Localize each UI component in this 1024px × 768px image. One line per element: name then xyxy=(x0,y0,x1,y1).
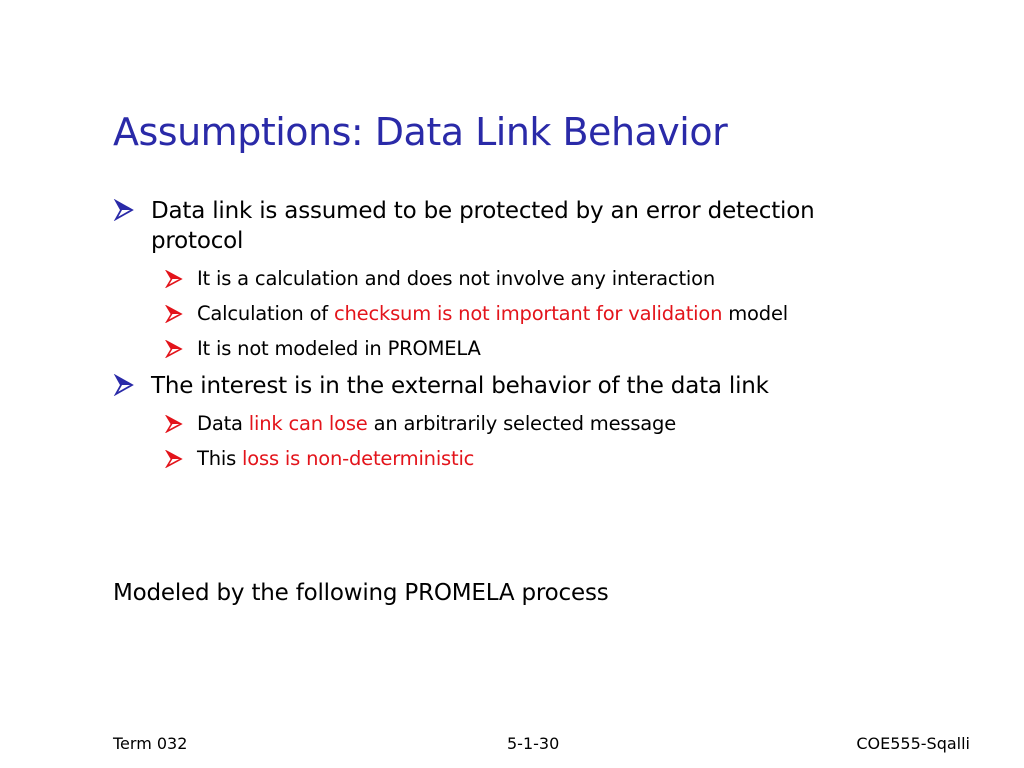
bullet-text: The interest is in the external behavior of the data link xyxy=(151,373,769,399)
footer-course: COE555-Sqalli xyxy=(856,734,970,753)
slide-title: Assumptions: Data Link Behavior xyxy=(113,110,728,154)
slide-body xyxy=(113,196,913,473)
bullet-data-link-protected xyxy=(113,196,913,256)
arrowhead-bullet-icon xyxy=(165,340,183,358)
sub-bullet-text-post: model xyxy=(722,302,788,325)
bullet-external-behavior xyxy=(113,371,913,401)
arrowhead-bullet-icon xyxy=(165,415,183,433)
sub-bullet-not-modeled xyxy=(113,335,913,363)
highlighted-text: checksum is not important for validation xyxy=(333,302,723,325)
footer-term: Term 032 xyxy=(113,734,188,753)
sub-bullet-link-can-lose xyxy=(113,410,913,438)
arrowhead-bullet-icon xyxy=(165,305,183,323)
footer-slide-number: 5-1-30 xyxy=(507,734,560,753)
closing-line: Modeled by the following PROMELA process xyxy=(113,580,609,606)
sub-bullet-text-pre: Data xyxy=(197,412,249,435)
arrowhead-bullet-icon xyxy=(113,374,135,396)
highlighted-text: loss is non-deterministic xyxy=(242,447,475,470)
sub-bullet-text-pre: Calculation of xyxy=(197,302,334,325)
sub-bullet-text: It is a calculation and does not involve any interaction xyxy=(197,267,715,290)
sub-bullet-checksum xyxy=(113,300,913,328)
sub-bullet-non-deterministic xyxy=(113,445,913,473)
arrowhead-bullet-icon xyxy=(165,270,183,288)
highlighted-text: link can lose xyxy=(248,412,368,435)
bullet-text: Data link is assumed to be protected by an error detection protocol xyxy=(151,198,815,254)
sub-bullet-text-pre: This xyxy=(197,447,243,470)
sub-bullet-text-post: an arbitrarily selected message xyxy=(367,412,677,435)
sub-bullet-calculation xyxy=(113,265,913,293)
arrowhead-bullet-icon xyxy=(165,450,183,468)
sub-bullet-text: It is not modeled in PROMELA xyxy=(197,337,481,360)
arrowhead-bullet-icon xyxy=(113,199,135,221)
